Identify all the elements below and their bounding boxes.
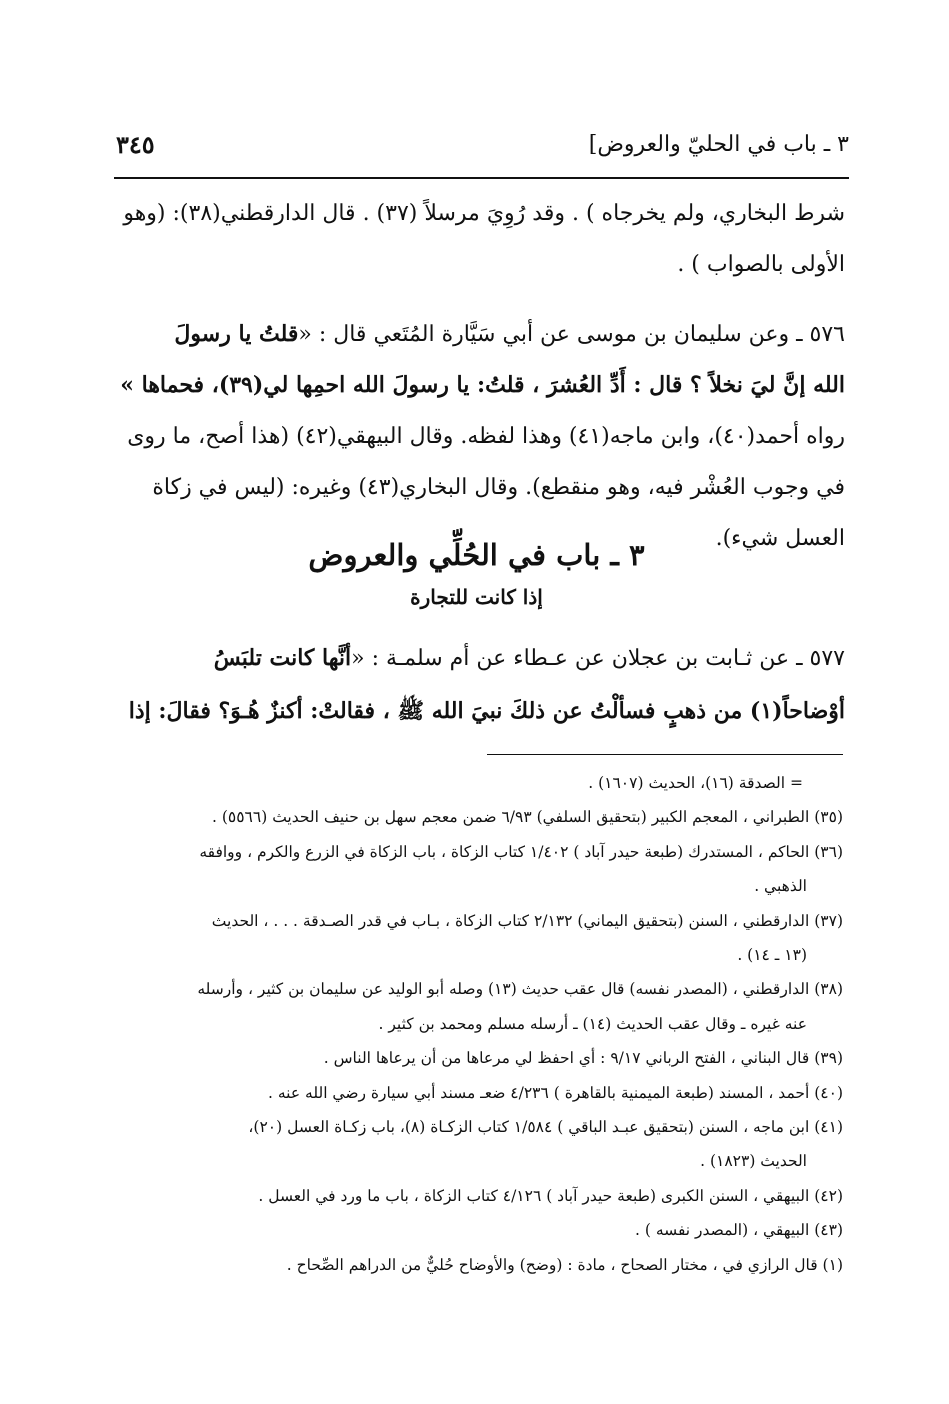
hadith-576-line bbox=[108, 309, 845, 360]
hadith-576-intro: ٥٧٦ ـ وعن سليمان بن موسى عن أبي سَيَّارة المُتَعي قال : « bbox=[298, 322, 845, 347]
hadith-577-line bbox=[108, 632, 845, 685]
footnote-line: (٣٧) الدارقطني ، السنن (بتحقيق اليماني) ٢/١٣٢ كتاب الزكاة ، بـاب في قدر الصـدقة . . . ، الحديث bbox=[211, 911, 843, 930]
page-number: ٣٤٥ bbox=[116, 130, 155, 159]
hadith-577-quote: أنَّها كانت تلبَسُ bbox=[213, 645, 352, 671]
hadith-577-quote-cont: أوْضاحاً(١) من ذهبٍ فسألْتُ عن ذلكَ نبيَ الله ﷺ ، فقالتْ: أكنزٌ هُـوَ؟ فقالَ: إذا bbox=[128, 698, 845, 724]
paragraph-gap bbox=[108, 290, 845, 309]
footnote-line: (٤١) ابن ماجه ، السنن (بتحقيق عبـد الباقي ) ١/٥٨٤ كتاب الزكـاة (٨)، باب زكـاة العسل (٢٠)، bbox=[248, 1118, 843, 1137]
header-divider bbox=[114, 177, 849, 179]
footnote-divider bbox=[487, 754, 843, 755]
hadith-577 bbox=[108, 632, 845, 737]
running-title: ٣ ـ باب في الحليّ والعروض] bbox=[588, 132, 849, 157]
text-line: شرط البخاري، ولم يخرجاه ) . وقد رُوِيَ مرسلاً (٣٧) . قال الدارقطني(٣٨): (وهو bbox=[123, 201, 845, 226]
footnote-line: الذهبي . bbox=[754, 877, 807, 896]
text-line: الأولى بالصواب ) . bbox=[677, 252, 845, 277]
footnote-line: (٣٨) الدارقطني ، (المصدر نفسه) قال عقب حديث (١٣) وصله أبو الوليد عن سليمان بن كثير ، وأرسله bbox=[197, 980, 843, 999]
text-line: العسل شيء). bbox=[715, 526, 845, 551]
chapter-heading bbox=[108, 532, 845, 616]
footnotes bbox=[108, 766, 843, 1282]
text-line: في وجوب العُشْر فيه، وهو منقطع). وقال البخاري(٤٣) وغيره: (ليس في زكاة bbox=[152, 475, 845, 500]
footnote-line: (٤٢) البيهقي ، السنن الكبرى (طبعة حيدر آباد ) ٤/١٢٦ كتاب الزكاة ، باب ما ورد في العسل . bbox=[258, 1186, 843, 1205]
hadith-577-intro: ٥٧٧ ـ عن ثـابت بن عجلان عن عـطاء عن أم سلمـة : « bbox=[351, 646, 845, 671]
chapter-title: ٣ ـ باب في الحُلِّي والعروض bbox=[308, 538, 645, 572]
footnote-line: (٣٦) الحاكم ، المستدرك (طبعة حيدر آباد ) ١/٤٠٢ كتاب الزكاة ، باب الزكاة في الزرع والكرم ، ووافقه bbox=[199, 842, 843, 861]
footnote-line: (٣٥) الطبراني ، المعجم الكبير (بتحقيق السلفي) ٦/٩٣ ضمن معجم سهل بن حنيف الحديث (٥٥٦٦) . bbox=[212, 808, 843, 827]
footnote-line: عنه غيره ـ وقال عقب الحديث (١٤) ـ أرسله مسلم ومحمد بن كثير . bbox=[378, 1014, 807, 1033]
footnote-line: = الصدقة (١٦)، الحديث (١٦٠٧) . bbox=[588, 774, 803, 792]
footnote-line: (٤٠) أحمد ، المسند (طبعة الميمنية بالقاهرة ) ٤/٢٣٦ ضعـ مسند أبي سيارة رضي الله عنه . bbox=[268, 1083, 843, 1102]
main-text bbox=[108, 188, 845, 564]
text-line: رواه أحمد(٤٠)، وابن ماجه(٤١) وهذا لفظه. وقال البيهقي(٤٢) (هذا أصح، ما روى bbox=[127, 424, 845, 449]
footnote-line: (١٣ ـ ١٤) . bbox=[737, 946, 807, 965]
page-header bbox=[116, 120, 849, 168]
footnote-line: (١) قال الرازي في ، مختار الصحاح ، مادة : (وضح) والأوضاح حُليٌّ من الدراهم الصِّحاح . bbox=[286, 1255, 843, 1274]
hadith-576-quote-cont: الله إنَّ ليَ نخلاً ؟ قال : أَدِّ العُشرَ ، قلتُ: يا رسولَ الله احمِها لي(٣٩)، فحماها » bbox=[120, 372, 845, 398]
footnote-line: (٤٣) البيهقي ، (المصدر نفسه ) . bbox=[635, 1221, 843, 1240]
footnote-line: الحديث (١٨٢٣) . bbox=[700, 1152, 807, 1171]
hadith-576-quote: قلتُ يا رسولَ bbox=[174, 321, 299, 347]
chapter-subtitle: إذا كانت للتجارة bbox=[410, 585, 543, 609]
footnote-line: (٣٩) قال البناني ، الفتح الرباني ٩/١٧ : أي احفظ لي مرعاها من أن يرعاها الناس . bbox=[323, 1049, 843, 1068]
